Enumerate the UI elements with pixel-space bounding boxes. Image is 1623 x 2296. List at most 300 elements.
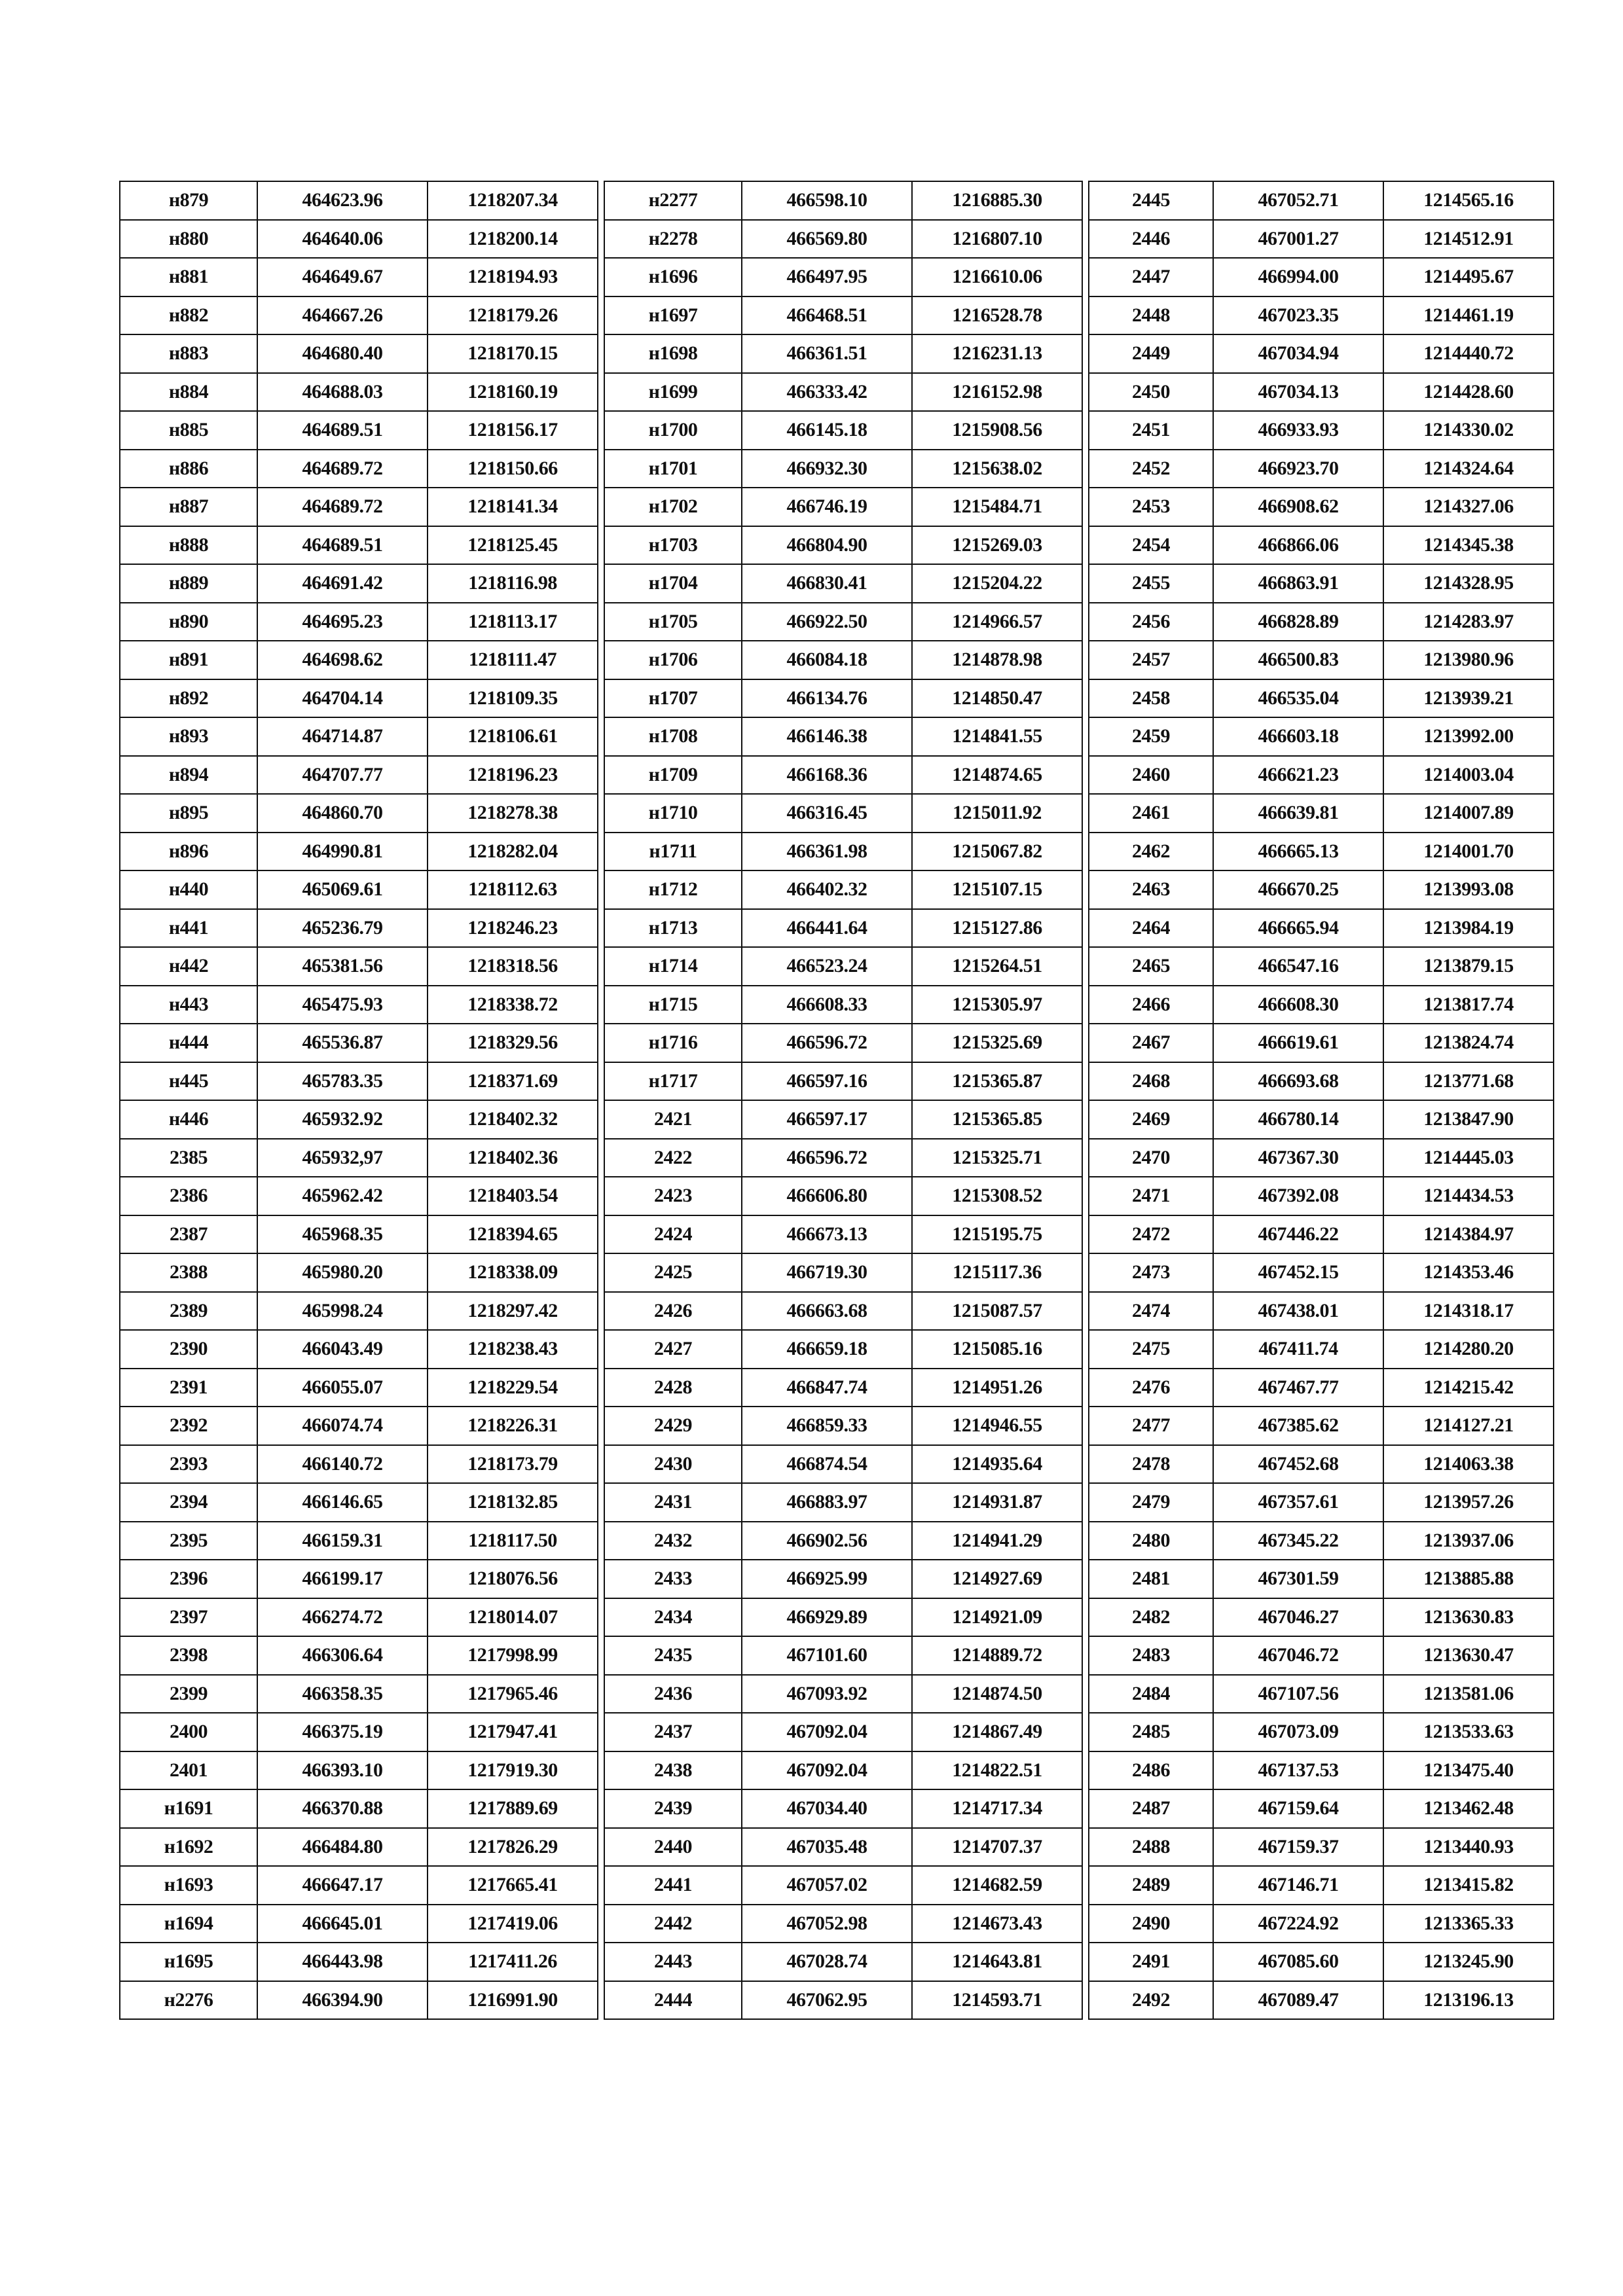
point-id-cell: н891 bbox=[120, 641, 257, 679]
point-id-cell: н1700 bbox=[604, 411, 742, 450]
y-coordinate-cell: 1216885.30 bbox=[912, 181, 1082, 220]
y-coordinate-cell: 1218179.26 bbox=[428, 296, 598, 335]
table-row bbox=[1089, 1828, 1554, 1867]
x-coordinate-cell: 464691.42 bbox=[257, 564, 428, 603]
point-id-cell: н885 bbox=[120, 411, 257, 450]
table-row bbox=[120, 526, 598, 565]
y-coordinate-cell: 1215365.85 bbox=[912, 1100, 1082, 1139]
point-id-cell: 2433 bbox=[604, 1560, 742, 1598]
x-coordinate-cell: 467062.95 bbox=[742, 1981, 912, 2020]
table-row bbox=[120, 1407, 598, 1445]
x-coordinate-cell: 467159.37 bbox=[1213, 1828, 1383, 1867]
x-coordinate-cell: 466929.89 bbox=[742, 1598, 912, 1637]
x-coordinate-cell: 466535.04 bbox=[1213, 679, 1383, 718]
point-id-cell: н443 bbox=[120, 986, 257, 1024]
point-id-cell: н1715 bbox=[604, 986, 742, 1024]
x-coordinate-cell: 467137.53 bbox=[1213, 1751, 1383, 1790]
y-coordinate-cell: 1214445.03 bbox=[1383, 1139, 1554, 1177]
x-coordinate-cell: 466375.19 bbox=[257, 1713, 428, 1751]
table-row bbox=[604, 526, 1082, 565]
y-coordinate-cell: 1214127.21 bbox=[1383, 1407, 1554, 1445]
table-row bbox=[1089, 1253, 1554, 1292]
x-coordinate-cell: 466597.17 bbox=[742, 1100, 912, 1139]
y-coordinate-cell: 1217919.30 bbox=[428, 1751, 598, 1790]
x-coordinate-cell: 466140.72 bbox=[257, 1445, 428, 1484]
y-coordinate-cell: 1214951.26 bbox=[912, 1369, 1082, 1407]
x-coordinate-cell: 465236.79 bbox=[257, 909, 428, 948]
y-coordinate-cell: 1214384.97 bbox=[1383, 1215, 1554, 1254]
y-coordinate-cell: 1217889.69 bbox=[428, 1789, 598, 1828]
y-coordinate-cell: 1215269.03 bbox=[912, 526, 1082, 565]
x-coordinate-cell: 466598.10 bbox=[742, 181, 912, 220]
point-id-cell: н881 bbox=[120, 258, 257, 296]
y-coordinate-cell: 1214328.95 bbox=[1383, 564, 1554, 603]
y-coordinate-cell: 1218402.32 bbox=[428, 1100, 598, 1139]
x-coordinate-cell: 466603.18 bbox=[1213, 717, 1383, 756]
y-coordinate-cell: 1217419.06 bbox=[428, 1905, 598, 1943]
y-coordinate-cell: 1214001.70 bbox=[1383, 833, 1554, 871]
table-row bbox=[120, 488, 598, 526]
table-row bbox=[604, 1636, 1082, 1675]
table-row bbox=[1089, 1675, 1554, 1713]
table-row bbox=[604, 411, 1082, 450]
point-id-cell: 2400 bbox=[120, 1713, 257, 1751]
y-coordinate-cell: 1214946.55 bbox=[912, 1407, 1082, 1445]
table-row bbox=[1089, 1789, 1554, 1828]
y-coordinate-cell: 1215195.75 bbox=[912, 1215, 1082, 1254]
point-id-cell: 2450 bbox=[1089, 373, 1213, 412]
y-coordinate-cell: 1214822.51 bbox=[912, 1751, 1082, 1790]
table-row bbox=[604, 1062, 1082, 1101]
x-coordinate-cell: 466306.64 bbox=[257, 1636, 428, 1675]
x-coordinate-cell: 466333.42 bbox=[742, 373, 912, 412]
y-coordinate-cell: 1214283.97 bbox=[1383, 603, 1554, 641]
table-row bbox=[1089, 986, 1554, 1024]
table-row bbox=[604, 1407, 1082, 1445]
x-coordinate-cell: 467046.27 bbox=[1213, 1598, 1383, 1637]
point-id-cell: 2485 bbox=[1089, 1713, 1213, 1751]
y-coordinate-cell: 1218278.38 bbox=[428, 794, 598, 833]
y-coordinate-cell: 1216231.13 bbox=[912, 334, 1082, 373]
x-coordinate-cell: 466639.81 bbox=[1213, 794, 1383, 833]
x-coordinate-cell: 466925.99 bbox=[742, 1560, 912, 1598]
y-coordinate-cell: 1214434.53 bbox=[1383, 1177, 1554, 1215]
y-coordinate-cell: 1214867.49 bbox=[912, 1713, 1082, 1751]
table-row bbox=[120, 1330, 598, 1369]
point-id-cell: 2396 bbox=[120, 1560, 257, 1598]
y-coordinate-cell: 1217665.41 bbox=[428, 1866, 598, 1905]
y-coordinate-cell: 1213440.93 bbox=[1383, 1828, 1554, 1867]
table-row bbox=[604, 1981, 1082, 2020]
y-coordinate-cell: 1218125.45 bbox=[428, 526, 598, 565]
point-id-cell: 2399 bbox=[120, 1675, 257, 1713]
point-id-cell: 2427 bbox=[604, 1330, 742, 1369]
y-coordinate-cell: 1214966.57 bbox=[912, 603, 1082, 641]
point-id-cell: н1707 bbox=[604, 679, 742, 718]
table-row bbox=[604, 756, 1082, 795]
y-coordinate-cell: 1216807.10 bbox=[912, 220, 1082, 259]
point-id-cell: 2388 bbox=[120, 1253, 257, 1292]
y-coordinate-cell: 1214874.65 bbox=[912, 756, 1082, 795]
table-row bbox=[604, 641, 1082, 679]
point-id-cell: 2436 bbox=[604, 1675, 742, 1713]
point-id-cell: н886 bbox=[120, 450, 257, 488]
y-coordinate-cell: 1218132.85 bbox=[428, 1483, 598, 1522]
table-row bbox=[120, 1483, 598, 1522]
point-id-cell: 2451 bbox=[1089, 411, 1213, 450]
x-coordinate-cell: 466134.76 bbox=[742, 679, 912, 718]
y-coordinate-cell: 1218014.07 bbox=[428, 1598, 598, 1637]
table-row bbox=[1089, 1062, 1554, 1101]
x-coordinate-cell: 466055.07 bbox=[257, 1369, 428, 1407]
x-coordinate-cell: 467159.64 bbox=[1213, 1789, 1383, 1828]
x-coordinate-cell: 466370.88 bbox=[257, 1789, 428, 1828]
table-row bbox=[120, 1560, 598, 1598]
table-row bbox=[604, 1215, 1082, 1254]
table-row bbox=[1089, 1177, 1554, 1215]
y-coordinate-cell: 1215264.51 bbox=[912, 947, 1082, 986]
y-coordinate-cell: 1214850.47 bbox=[912, 679, 1082, 718]
y-coordinate-cell: 1213415.82 bbox=[1383, 1866, 1554, 1905]
x-coordinate-cell: 466659.18 bbox=[742, 1330, 912, 1369]
y-coordinate-cell: 1214345.38 bbox=[1383, 526, 1554, 565]
x-coordinate-cell: 467438.01 bbox=[1213, 1292, 1383, 1331]
table-row bbox=[120, 1598, 598, 1637]
table-row bbox=[604, 220, 1082, 259]
point-id-cell: 2487 bbox=[1089, 1789, 1213, 1828]
y-coordinate-cell: 1213885.88 bbox=[1383, 1560, 1554, 1598]
y-coordinate-cell: 1218282.04 bbox=[428, 833, 598, 871]
y-coordinate-cell: 1215087.57 bbox=[912, 1292, 1082, 1331]
y-coordinate-cell: 1214643.81 bbox=[912, 1943, 1082, 1981]
x-coordinate-cell: 464707.77 bbox=[257, 756, 428, 795]
x-coordinate-cell: 467101.60 bbox=[742, 1636, 912, 1675]
y-coordinate-cell: 1213581.06 bbox=[1383, 1675, 1554, 1713]
y-coordinate-cell: 1215325.71 bbox=[912, 1139, 1082, 1177]
point-id-cell: 2435 bbox=[604, 1636, 742, 1675]
table-row bbox=[604, 334, 1082, 373]
x-coordinate-cell: 467224.92 bbox=[1213, 1905, 1383, 1943]
x-coordinate-cell: 465968.35 bbox=[257, 1215, 428, 1254]
table-row bbox=[1089, 488, 1554, 526]
point-id-cell: н1716 bbox=[604, 1024, 742, 1062]
x-coordinate-cell: 466665.13 bbox=[1213, 833, 1383, 871]
y-coordinate-cell: 1218112.63 bbox=[428, 870, 598, 909]
table-row bbox=[1089, 641, 1554, 679]
table-row bbox=[120, 296, 598, 335]
x-coordinate-cell: 466647.17 bbox=[257, 1866, 428, 1905]
y-coordinate-cell: 1214841.55 bbox=[912, 717, 1082, 756]
table-row bbox=[1089, 220, 1554, 259]
point-id-cell: н442 bbox=[120, 947, 257, 986]
y-coordinate-cell: 1214673.43 bbox=[912, 1905, 1082, 1943]
y-coordinate-cell: 1214428.60 bbox=[1383, 373, 1554, 412]
y-coordinate-cell: 1214330.02 bbox=[1383, 411, 1554, 450]
x-coordinate-cell: 467034.40 bbox=[742, 1789, 912, 1828]
y-coordinate-cell: 1218403.54 bbox=[428, 1177, 598, 1215]
x-coordinate-cell: 467446.22 bbox=[1213, 1215, 1383, 1254]
table-row bbox=[604, 986, 1082, 1024]
table-row bbox=[120, 1024, 598, 1062]
point-id-cell: 2387 bbox=[120, 1215, 257, 1254]
y-coordinate-cell: 1218116.98 bbox=[428, 564, 598, 603]
point-id-cell: н1712 bbox=[604, 870, 742, 909]
table-row bbox=[1089, 1981, 1554, 2020]
table-row bbox=[1089, 794, 1554, 833]
x-coordinate-cell: 466902.56 bbox=[742, 1522, 912, 1560]
y-coordinate-cell: 1218196.23 bbox=[428, 756, 598, 795]
table-row bbox=[1089, 717, 1554, 756]
table-row bbox=[120, 641, 598, 679]
table-row bbox=[1089, 1407, 1554, 1445]
table-row bbox=[604, 1560, 1082, 1598]
table-row bbox=[120, 373, 598, 412]
table-row bbox=[120, 1139, 598, 1177]
y-coordinate-cell: 1217998.99 bbox=[428, 1636, 598, 1675]
x-coordinate-cell: 467057.02 bbox=[742, 1866, 912, 1905]
point-id-cell: 2477 bbox=[1089, 1407, 1213, 1445]
table-row bbox=[120, 986, 598, 1024]
table-row bbox=[120, 450, 598, 488]
x-coordinate-cell: 466146.38 bbox=[742, 717, 912, 756]
y-coordinate-cell: 1215638.02 bbox=[912, 450, 1082, 488]
table-row bbox=[120, 1292, 598, 1331]
x-coordinate-cell: 466994.00 bbox=[1213, 258, 1383, 296]
table-row bbox=[120, 1215, 598, 1254]
y-coordinate-cell: 1217826.29 bbox=[428, 1828, 598, 1867]
y-coordinate-cell: 1214495.67 bbox=[1383, 258, 1554, 296]
point-id-cell: н446 bbox=[120, 1100, 257, 1139]
point-id-cell: 2490 bbox=[1089, 1905, 1213, 1943]
x-coordinate-cell: 466828.89 bbox=[1213, 603, 1383, 641]
point-id-cell: 2438 bbox=[604, 1751, 742, 1790]
table-row bbox=[1089, 296, 1554, 335]
x-coordinate-cell: 464714.87 bbox=[257, 717, 428, 756]
x-coordinate-cell: 466569.80 bbox=[742, 220, 912, 259]
table-row bbox=[120, 1062, 598, 1101]
x-coordinate-cell: 466863.91 bbox=[1213, 564, 1383, 603]
table-row bbox=[120, 603, 598, 641]
table-row bbox=[604, 373, 1082, 412]
point-id-cell: 2482 bbox=[1089, 1598, 1213, 1637]
point-id-cell: 2457 bbox=[1089, 641, 1213, 679]
table-row bbox=[120, 679, 598, 718]
y-coordinate-cell: 1213937.06 bbox=[1383, 1522, 1554, 1560]
table-row bbox=[1089, 1560, 1554, 1598]
point-id-cell: 2439 bbox=[604, 1789, 742, 1828]
table-row bbox=[1089, 1139, 1554, 1177]
x-coordinate-cell: 466547.16 bbox=[1213, 947, 1383, 986]
y-coordinate-cell: 1218156.17 bbox=[428, 411, 598, 450]
point-id-cell: 2475 bbox=[1089, 1330, 1213, 1369]
table-row bbox=[120, 1636, 598, 1675]
x-coordinate-cell: 466908.62 bbox=[1213, 488, 1383, 526]
y-coordinate-cell: 1214280.20 bbox=[1383, 1330, 1554, 1369]
point-id-cell: н894 bbox=[120, 756, 257, 795]
point-id-cell: 2465 bbox=[1089, 947, 1213, 986]
point-id-cell: 2437 bbox=[604, 1713, 742, 1751]
point-id-cell: 2464 bbox=[1089, 909, 1213, 948]
y-coordinate-cell: 1217411.26 bbox=[428, 1943, 598, 1981]
y-coordinate-cell: 1214318.17 bbox=[1383, 1292, 1554, 1331]
point-id-cell: 2391 bbox=[120, 1369, 257, 1407]
point-id-cell: 2453 bbox=[1089, 488, 1213, 526]
table-row bbox=[604, 679, 1082, 718]
x-coordinate-cell: 466932.30 bbox=[742, 450, 912, 488]
point-id-cell: н1709 bbox=[604, 756, 742, 795]
x-coordinate-cell: 467392.08 bbox=[1213, 1177, 1383, 1215]
y-coordinate-cell: 1214921.09 bbox=[912, 1598, 1082, 1637]
table-row bbox=[120, 1369, 598, 1407]
table-row bbox=[120, 1981, 598, 2020]
table-row bbox=[604, 488, 1082, 526]
x-coordinate-cell: 467052.98 bbox=[742, 1905, 912, 1943]
point-id-cell: 2486 bbox=[1089, 1751, 1213, 1790]
y-coordinate-cell: 1218106.61 bbox=[428, 717, 598, 756]
x-coordinate-cell: 467301.59 bbox=[1213, 1560, 1383, 1598]
x-coordinate-cell: 464689.51 bbox=[257, 526, 428, 565]
point-id-cell: н1702 bbox=[604, 488, 742, 526]
y-coordinate-cell: 1218160.19 bbox=[428, 373, 598, 412]
table-row bbox=[1089, 1636, 1554, 1675]
x-coordinate-cell: 467028.74 bbox=[742, 1943, 912, 1981]
table-row bbox=[1089, 411, 1554, 450]
x-coordinate-cell: 464680.40 bbox=[257, 334, 428, 373]
y-coordinate-cell: 1218371.69 bbox=[428, 1062, 598, 1101]
table-row bbox=[604, 870, 1082, 909]
y-coordinate-cell: 1218194.93 bbox=[428, 258, 598, 296]
y-coordinate-cell: 1215308.52 bbox=[912, 1177, 1082, 1215]
x-coordinate-cell: 466361.51 bbox=[742, 334, 912, 373]
y-coordinate-cell: 1218297.42 bbox=[428, 1292, 598, 1331]
y-coordinate-cell: 1218329.56 bbox=[428, 1024, 598, 1062]
x-coordinate-cell: 464695.23 bbox=[257, 603, 428, 641]
table-row bbox=[120, 1789, 598, 1828]
table-row bbox=[1089, 947, 1554, 986]
point-id-cell: 2470 bbox=[1089, 1139, 1213, 1177]
point-id-cell: 2448 bbox=[1089, 296, 1213, 335]
x-coordinate-cell: 466146.65 bbox=[257, 1483, 428, 1522]
point-id-cell: 2449 bbox=[1089, 334, 1213, 373]
point-id-cell: 2456 bbox=[1089, 603, 1213, 641]
coordinates-table-panel-1 bbox=[119, 181, 598, 2020]
y-coordinate-cell: 1213630.47 bbox=[1383, 1636, 1554, 1675]
x-coordinate-cell: 466859.33 bbox=[742, 1407, 912, 1445]
point-id-cell: н889 bbox=[120, 564, 257, 603]
table-row bbox=[1089, 909, 1554, 948]
y-coordinate-cell: 1215484.71 bbox=[912, 488, 1082, 526]
point-id-cell: 2447 bbox=[1089, 258, 1213, 296]
x-coordinate-cell: 466597.16 bbox=[742, 1062, 912, 1101]
table-row bbox=[1089, 1292, 1554, 1331]
point-id-cell: 2444 bbox=[604, 1981, 742, 2020]
x-coordinate-cell: 465980.20 bbox=[257, 1253, 428, 1292]
table-row bbox=[604, 181, 1082, 220]
point-id-cell: 2478 bbox=[1089, 1445, 1213, 1484]
x-coordinate-cell: 467357.61 bbox=[1213, 1483, 1383, 1522]
table-row bbox=[604, 717, 1082, 756]
y-coordinate-cell: 1218117.50 bbox=[428, 1522, 598, 1560]
x-coordinate-cell: 464704.14 bbox=[257, 679, 428, 718]
table-row bbox=[120, 258, 598, 296]
y-coordinate-cell: 1216528.78 bbox=[912, 296, 1082, 335]
point-id-cell: н441 bbox=[120, 909, 257, 948]
table-row bbox=[1089, 1024, 1554, 1062]
y-coordinate-cell: 1213462.48 bbox=[1383, 1789, 1554, 1828]
y-coordinate-cell: 1218111.47 bbox=[428, 641, 598, 679]
x-coordinate-cell: 466866.06 bbox=[1213, 526, 1383, 565]
coordinates-table-panel-2 bbox=[604, 181, 1083, 2020]
point-id-cell: 2454 bbox=[1089, 526, 1213, 565]
x-coordinate-cell: 467367.30 bbox=[1213, 1139, 1383, 1177]
coordinates-table bbox=[604, 181, 1083, 2020]
point-id-cell: 2431 bbox=[604, 1483, 742, 1522]
point-id-cell: н440 bbox=[120, 870, 257, 909]
point-id-cell: 2458 bbox=[1089, 679, 1213, 718]
point-id-cell: 2389 bbox=[120, 1292, 257, 1331]
y-coordinate-cell: 1218170.15 bbox=[428, 334, 598, 373]
x-coordinate-cell: 466874.54 bbox=[742, 1445, 912, 1484]
y-coordinate-cell: 1213847.90 bbox=[1383, 1100, 1554, 1139]
y-coordinate-cell: 1218226.31 bbox=[428, 1407, 598, 1445]
y-coordinate-cell: 1214593.71 bbox=[912, 1981, 1082, 2020]
x-coordinate-cell: 467467.77 bbox=[1213, 1369, 1383, 1407]
y-coordinate-cell: 1213957.26 bbox=[1383, 1483, 1554, 1522]
y-coordinate-cell: 1218238.43 bbox=[428, 1330, 598, 1369]
y-coordinate-cell: 1214007.89 bbox=[1383, 794, 1554, 833]
x-coordinate-cell: 465475.93 bbox=[257, 986, 428, 1024]
point-id-cell: 2392 bbox=[120, 1407, 257, 1445]
table-row bbox=[120, 1866, 598, 1905]
y-coordinate-cell: 1218173.79 bbox=[428, 1445, 598, 1484]
y-coordinate-cell: 1213984.19 bbox=[1383, 909, 1554, 948]
y-coordinate-cell: 1214440.72 bbox=[1383, 334, 1554, 373]
x-coordinate-cell: 467345.22 bbox=[1213, 1522, 1383, 1560]
point-id-cell: 2425 bbox=[604, 1253, 742, 1292]
point-id-cell: н884 bbox=[120, 373, 257, 412]
point-id-cell: 2468 bbox=[1089, 1062, 1213, 1101]
point-id-cell: 2466 bbox=[1089, 986, 1213, 1024]
table-row bbox=[604, 1522, 1082, 1560]
table-row bbox=[604, 1713, 1082, 1751]
x-coordinate-cell: 466084.18 bbox=[742, 641, 912, 679]
point-id-cell: н1710 bbox=[604, 794, 742, 833]
point-id-cell: н1714 bbox=[604, 947, 742, 986]
x-coordinate-cell: 467089.47 bbox=[1213, 1981, 1383, 2020]
y-coordinate-cell: 1213771.68 bbox=[1383, 1062, 1554, 1101]
point-id-cell: 2385 bbox=[120, 1139, 257, 1177]
x-coordinate-cell: 464689.72 bbox=[257, 450, 428, 488]
table-row bbox=[604, 1866, 1082, 1905]
y-coordinate-cell: 1215325.69 bbox=[912, 1024, 1082, 1062]
y-coordinate-cell: 1213939.21 bbox=[1383, 679, 1554, 718]
table-row bbox=[604, 1100, 1082, 1139]
x-coordinate-cell: 466159.31 bbox=[257, 1522, 428, 1560]
point-id-cell: 2428 bbox=[604, 1369, 742, 1407]
table-row bbox=[604, 909, 1082, 948]
table-row bbox=[1089, 1100, 1554, 1139]
point-id-cell: н879 bbox=[120, 181, 257, 220]
x-coordinate-cell: 467001.27 bbox=[1213, 220, 1383, 259]
y-coordinate-cell: 1215305.97 bbox=[912, 986, 1082, 1024]
table-row bbox=[120, 1943, 598, 1981]
point-id-cell: 2469 bbox=[1089, 1100, 1213, 1139]
x-coordinate-cell: 467046.72 bbox=[1213, 1636, 1383, 1675]
table-row bbox=[604, 947, 1082, 986]
y-coordinate-cell: 1214565.16 bbox=[1383, 181, 1554, 220]
x-coordinate-cell: 467085.60 bbox=[1213, 1943, 1383, 1981]
table-row bbox=[1089, 373, 1554, 412]
